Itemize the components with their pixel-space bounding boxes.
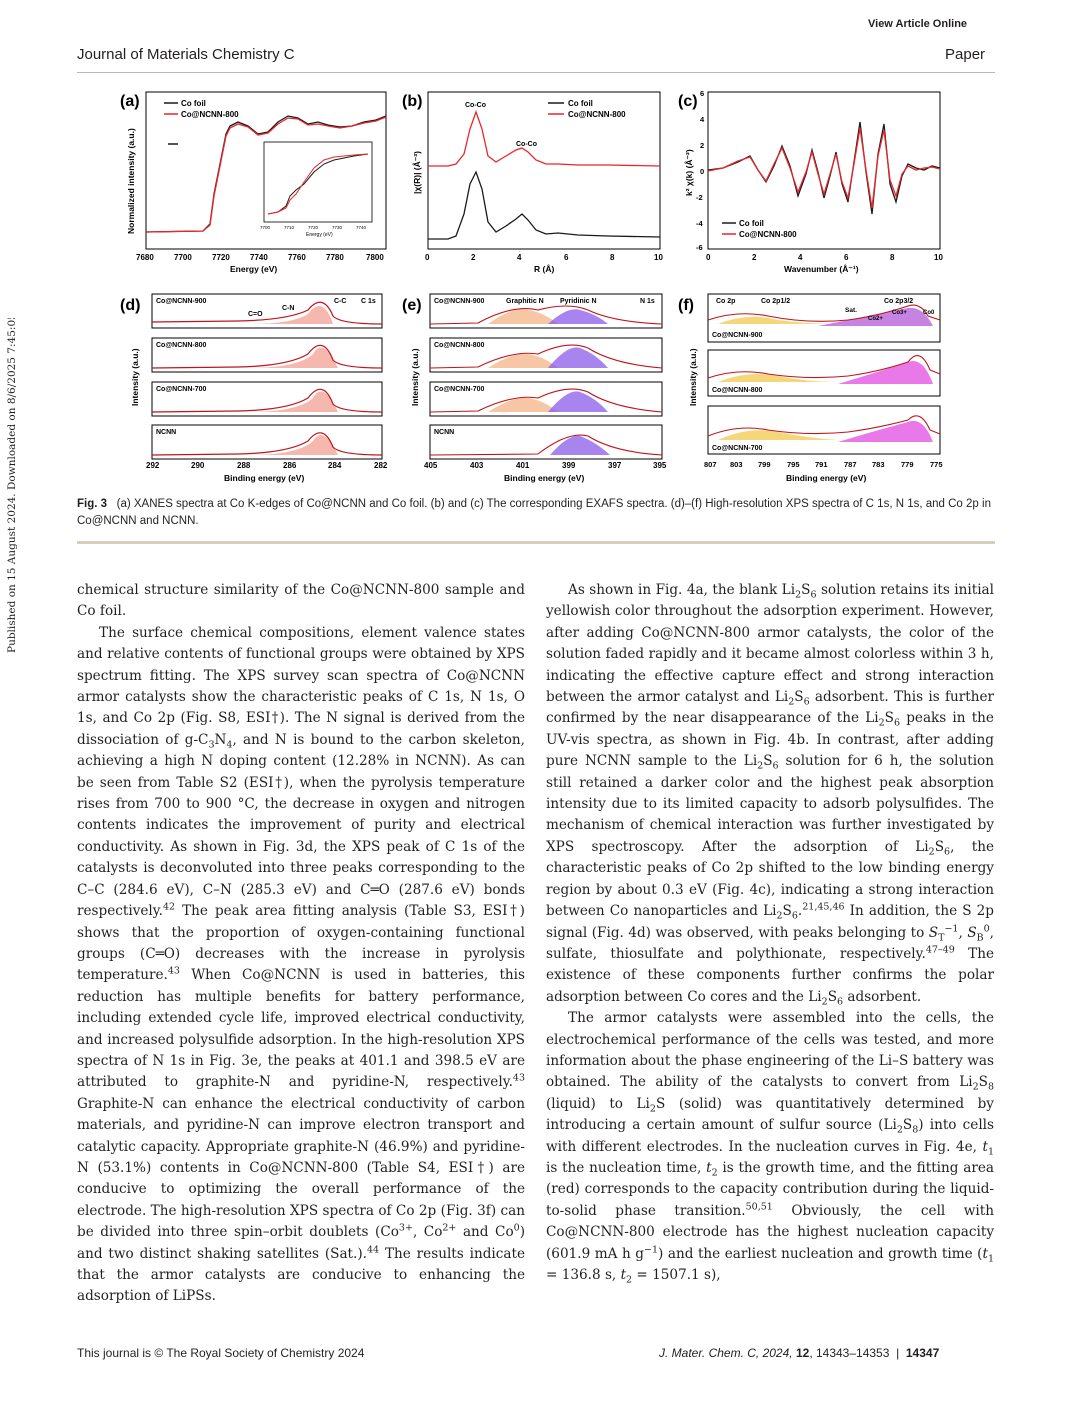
panel-d-curve xyxy=(152,302,382,324)
side-provenance xyxy=(2,318,20,658)
panel-e-sample-2: Co@NCNN-800 xyxy=(434,342,485,349)
figure-caption xyxy=(77,496,995,530)
paragraph: The armor catalysts were assembled into the cells, the electrochemical performance of the cells was tested, and more information about the phase engineering of the Li–S battery was obtained. The ability of the catalysts to convert from $Li_2S_8$ (liquid) to $Li_2S$ (solid) was quantitatively determined by introducing a certain amount of sulfur source $(Li_2S_8)$ into cells with different electrodes. In the nucleation curves in Fig. 4e, $t_1$ is the nucleation time, $t_2$ is the growth time, and the fitting area (red) corresponds to the capacity contribution during the liquid-to-solid phase transition.$^{50,51}$ Obviously, the cell with Co@NCNN-800 electrode has the highest nucleation capacity (601.9 mA h $g^{-1}$) and the earliest nucleation and growth time ($t_1 = 136.8$ s, $t_2 = 1507.1$ s), xyxy=(546,1010,995,1286)
panel-f-peak-sat: Sat. xyxy=(845,307,857,314)
panel-b-xtick: 4 xyxy=(517,253,522,262)
panel-d xyxy=(120,294,388,483)
panel-f-xtick: 775 xyxy=(930,460,943,469)
panel-f-xtick: 783 xyxy=(872,460,885,469)
panel-a-inset-xlabel: Energy (eV) xyxy=(306,232,333,238)
panel-f-p32: Co 2p3/2 xyxy=(884,298,914,305)
journal-name: Journal of Materials Chemistry C xyxy=(77,46,295,63)
panel-c-ytick: -2 xyxy=(696,193,703,202)
paragraph: chemical structure similarity of the Co@NCNN-800 sample and Co foil. xyxy=(77,582,525,620)
panel-b-xtick: 10 xyxy=(654,253,663,262)
panel-d-label: (d) xyxy=(120,297,141,314)
panel-d-peak-3: C-C xyxy=(334,298,347,305)
panel-e-xtick: 395 xyxy=(653,461,667,470)
panel-e-fit-pyridinic xyxy=(548,309,608,324)
panel-d-xtick: 288 xyxy=(237,461,251,470)
panel-a-xtick: 7680 xyxy=(136,253,154,262)
panel-c-sample-curve xyxy=(708,128,940,208)
panel-a-inset-tick-5: 7740 xyxy=(356,225,367,230)
header-rule xyxy=(77,72,995,73)
text-column-left xyxy=(77,580,525,1308)
panel-a-inset-tick-2: 7710 xyxy=(284,225,295,230)
panel-c-legend-1: Co foil xyxy=(739,219,764,228)
panel-e-fit-pyridinic xyxy=(548,391,608,412)
caption-label: Fig. 3 xyxy=(77,498,108,510)
panel-e-peak-1: Graphitic N xyxy=(506,298,544,305)
panel-a-inset-tick-4: 7730 xyxy=(332,225,343,230)
panel-a-xtick: 7740 xyxy=(250,253,268,262)
panel-f-p12: Co 2p1/2 xyxy=(761,298,791,305)
panel-d-ylabel: Intensity (a.u.) xyxy=(130,348,140,406)
page-number: 14347 xyxy=(905,1346,940,1360)
panel-b-label: (b) xyxy=(402,93,423,110)
panel-e-sample-4: NCNN xyxy=(434,429,455,436)
panel-b-xtick: 2 xyxy=(471,253,476,262)
panel-f-xtick: 787 xyxy=(844,460,857,469)
paragraph: The surface chemical compositions, element valence states and relative contents of functional groups were obtained by XPS spectrum fitting. The XPS survey scan spectra of Co@NCNN armor catalysts show the characteristic peaks of C 1s, N 1s, O 1s, and Co 2p (Fig. S8, ESI†). The N signal is derived from the dissociation of $g-C_3N_4$, and N is bound to the carbon skeleton, achieving a high N doping content (12.28% in NCNN). As can be seen from Table S2 (ESI†), when the pyrolysis temperature rises from 700 to 900 °C, the decrease in oxygen and nitrogen contents indicates the improvement of purity and electrical conductivity. As shown in Fig. 3d, the XPS peak of C 1s of the catalysts is deconvoluted into three peaks corresponding to the C–C (284.6 eV), C–N (285.3 eV) and C═O (287.6 eV) bonds respectively.$^{42}$ The peak area fitting analysis (Table S3, ESI†) shows that the proportion of oxygen-containing functional groups (C═O) decreases with the increase in pyrolysis temperature.$^{43}$ When Co@NCNN is used in batteries, this reduction has multiple benefits for battery performance, including extended cycle life, improved electrical conductivity, and increased polysulfide adsorption. In the high-resolution XPS spectra of N 1s in Fig. 3e, the peaks at 401.1 and 398.5 eV are attributed to graphite-N and pyridine-N, respectively.$^{43}$ Graphite-N can enhance the electrical conductivity of carbon materials, and pyridine-N can improve electron transport and catalytic capacity. Appropriate graphite-N (46.9%) and pyridine-N (53.1%) contents in Co@NCNN-800 (Table S4, ESI†) are conducive to optimizing the overall performance of the electrode. The high-resolution XPS spectra of Co 2p (Fig. 3f) can be divided into three spin–orbit doublets ($Co^{3+}$, $Co^{2+}$ and Co$^0$) and two distinct shaking satellites (Sat.).$^{44}$ The results indicate that the armor catalysts are conducive to enhancing the adsorption of LiPSs. xyxy=(77,624,525,1305)
panel-a-xtick: 7700 xyxy=(174,253,192,262)
footer-citation xyxy=(659,1346,939,1360)
panel-f-xtick: 803 xyxy=(730,460,743,469)
panel-d-sample-3: Co@NCNN-700 xyxy=(156,386,207,393)
panel-e-xtick: 403 xyxy=(470,461,484,470)
panel-e-sample-1: Co@NCNN-900 xyxy=(434,298,485,305)
panel-a-inset-tick-1: 7700 xyxy=(260,225,271,230)
panel-e-curve xyxy=(430,435,662,455)
panel-e-fit-pyridinic xyxy=(550,436,610,455)
panel-d-sample-2: Co@NCNN-800 xyxy=(156,342,207,349)
panel-c-xtick: 10 xyxy=(934,253,943,262)
panel-a-ylabel: Normalized intensity (a.u.) xyxy=(126,128,136,234)
panel-b-xtick: 8 xyxy=(610,253,615,262)
panel-e-fit-graphitic xyxy=(488,354,558,368)
panel-c-cofoil-curve xyxy=(708,122,940,214)
panel-c-ytick: -4 xyxy=(696,219,703,228)
panel-a-inset-tick-3: 7720 xyxy=(308,225,319,230)
panel-a-legend-1: Co foil xyxy=(181,99,206,108)
panel-c-ytick: 0 xyxy=(700,167,705,176)
view-article-online-link[interactable]: View Article Online xyxy=(868,18,968,30)
panel-a-label: (a) xyxy=(120,93,140,110)
panel-a xyxy=(120,92,386,274)
panel-f-xtick: 795 xyxy=(787,460,800,469)
panel-d-xtick: 292 xyxy=(146,461,160,470)
panel-d-corner: C 1s xyxy=(361,298,376,305)
panel-d-fit xyxy=(248,435,338,455)
panel-c-xlabel: Wavenumber (Å⁻¹) xyxy=(784,264,859,274)
panel-c-ytick: 6 xyxy=(700,89,705,98)
panel-d-sample-4: NCNN xyxy=(156,429,177,436)
panel-c-xtick: 6 xyxy=(844,253,849,262)
panel-f-ylabel: Intensity (a.u.) xyxy=(688,348,698,406)
panel-d-xtick: 286 xyxy=(283,461,297,470)
panel-a-xtick: 7760 xyxy=(288,253,306,262)
panel-b-annotation-1: Co-Co xyxy=(465,102,486,109)
caption-text: (a) XANES spectra at Co K-edges of Co@NCNN and Co foil. (b) and (c) The corresponding EXAFS spectra. (d)–(f) High-resolution XPS spectra of C 1s, N 1s, and Co 2p in Co@NCNN and NCNN. xyxy=(77,498,991,527)
panel-f-sample-1: Co@NCNN-900 xyxy=(712,332,763,339)
panel-e-xtick: 401 xyxy=(516,461,530,470)
panel-b-annotation-2: Co-Co xyxy=(516,141,537,148)
panel-b-ylabel: |χ(R)| (Å⁻³) xyxy=(412,151,422,194)
panel-e-fit-graphitic xyxy=(488,309,558,324)
panel-d-sample-1: Co@NCNN-900 xyxy=(156,298,207,305)
panel-a-xtick: 7800 xyxy=(366,253,384,262)
panel-b-cofoil-curve xyxy=(428,172,660,239)
panel-c-legend-2: Co@NCNN-800 xyxy=(739,230,797,239)
panel-d-fit xyxy=(248,392,338,412)
panel-b-legend-2: Co@NCNN-800 xyxy=(568,110,626,119)
panel-f-sample-3: Co@NCNN-700 xyxy=(712,445,763,452)
panel-d-curve xyxy=(152,433,382,455)
panel-b-xtick: 6 xyxy=(564,253,569,262)
panel-d-xtick: 282 xyxy=(374,461,388,470)
panel-a-xtick: 7720 xyxy=(212,253,230,262)
panel-f-xtick: 779 xyxy=(901,460,914,469)
panel-c-label: (c) xyxy=(678,93,698,110)
caption-rule xyxy=(77,541,995,544)
panel-c-ytick: 2 xyxy=(700,141,705,150)
figure-3 xyxy=(118,84,956,484)
panel-f-xlabel: Binding energy (eV) xyxy=(786,473,867,483)
panel-e-xtick: 405 xyxy=(424,461,438,470)
footer-separator: | xyxy=(896,1346,900,1360)
panel-d-xlabel: Binding energy (eV) xyxy=(224,473,305,483)
footer-journal-citation: J. Mater. Chem. C, 2024, xyxy=(659,1346,796,1360)
side-provenance-text: Published on 15 August 2024. Downloaded on 8/6/2025 7:45:05 AM. xyxy=(6,318,18,653)
panel-e-corner: N 1s xyxy=(640,298,655,305)
panel-f xyxy=(678,294,943,483)
panel-d-xtick: 290 xyxy=(191,461,205,470)
panel-e-fit-pyridinic xyxy=(548,347,608,368)
panel-b xyxy=(402,92,663,274)
panel-c xyxy=(678,89,943,274)
panel-f-xtick: 807 xyxy=(704,460,717,469)
panel-c-xtick: 2 xyxy=(752,253,757,262)
panel-c-ylabel: k² χ(k) (Å⁻²) xyxy=(684,149,694,196)
panel-e-sample-3: Co@NCNN-700 xyxy=(434,386,485,393)
panel-a-xtick: 7780 xyxy=(326,253,344,262)
panel-f-xtick: 799 xyxy=(758,460,771,469)
panel-e-fit-graphitic xyxy=(488,398,558,412)
panel-d-peak-1: C=O xyxy=(248,311,263,318)
panel-c-xtick: 0 xyxy=(706,253,711,262)
panel-f-fit-co2 xyxy=(838,361,933,384)
panel-e-row-frame xyxy=(430,425,662,459)
panel-e-peak-2: Pyridinic N xyxy=(560,298,597,305)
panel-d-xtick: 284 xyxy=(328,461,342,470)
panel-b-xtick: 0 xyxy=(425,253,430,262)
panel-f-label: (f) xyxy=(678,297,694,314)
panel-b-legend-1: Co foil xyxy=(568,99,593,108)
panel-a-legend-2: Co@NCNN-800 xyxy=(181,110,239,119)
panel-e-xtick: 397 xyxy=(608,461,622,470)
panel-a-xlabel: Energy (eV) xyxy=(230,264,278,274)
panel-c-ytick: 4 xyxy=(700,115,705,124)
panel-f-peak-co2: Co2+ xyxy=(868,316,883,322)
panel-f-peak-co3: Co3+ xyxy=(892,310,907,316)
panel-e-ylabel: Intensity (a.u.) xyxy=(410,348,420,406)
section-label: Paper xyxy=(945,46,986,63)
panel-b-sample-curve xyxy=(428,112,660,166)
panel-f-sample-2: Co@NCNN-800 xyxy=(712,387,763,394)
panel-b-xlabel: R (Å) xyxy=(534,264,555,274)
panel-e xyxy=(402,294,667,483)
panel-c-xtick: 8 xyxy=(890,253,895,262)
panel-d-row-frame xyxy=(152,425,382,459)
panel-c-xtick: 4 xyxy=(798,253,803,262)
panel-c-ytick: -6 xyxy=(696,243,703,252)
panel-e-xlabel: Binding energy (eV) xyxy=(504,473,585,483)
panel-f-corner: Co 2p xyxy=(716,298,736,305)
panel-f-xtick: 791 xyxy=(815,460,828,469)
panel-e-xtick: 399 xyxy=(562,461,576,470)
panel-f-peak-co0: Co0 xyxy=(923,310,935,316)
panel-e-label: (e) xyxy=(402,297,422,314)
paragraph: As shown in Fig. 4a, the blank $Li_2S_6$ solution retains its initial yellowish color throughout the adsorption experiment. However, after adding Co@NCNN-800 armor catalysts, the color of the solution faded rapidly and it became almost colorless within 3 h, indicating the effective capture effect and strong interaction between the armor catalyst and $Li_2S_6$ adsorbent. This is further confirmed by the near disappearance of the $Li_2S_6$ peaks in the UV-vis spectra, as shown in Fig. 4b. In contrast, after adding pure NCNN sample to the $Li_2S_6$ solution for 6 h, the solution still retained a darker color and the highest peak absorption intensity due to its limited capacity to adsorb polysulfides. The mechanism of chemical interaction was further investigated by XPS spectroscopy. After the adsorption of $Li_2S_6$, the characteristic peaks of Co 2p shifted to the low binding energy region by about 0.3 eV (Fig. 4c), indicating a strong interaction between Co nanoparticles and $Li_2S_6.^{21,45,46}$ In addition, the S 2p signal (Fig. 4d) was observed, with peaks belonging to $S_T^{-1}$, $S_B^0$, sulfate, thiosulfate and polythionate, respectively.$^{47-49}$ The existence of these components further confirms the polar adsorption between Co cores and the $Li_2S_6$ adsorbent. xyxy=(546,582,995,1008)
footer-pages: , 14343–14353 xyxy=(809,1346,890,1360)
panel-d-fit xyxy=(248,348,338,368)
footer-volume: 12 xyxy=(795,1346,810,1360)
panel-d-peak-2: C-N xyxy=(282,305,295,312)
text-column-right xyxy=(546,580,994,1286)
footer-copyright: This journal is © The Royal Society of Chemistry 2024 xyxy=(77,1346,365,1360)
